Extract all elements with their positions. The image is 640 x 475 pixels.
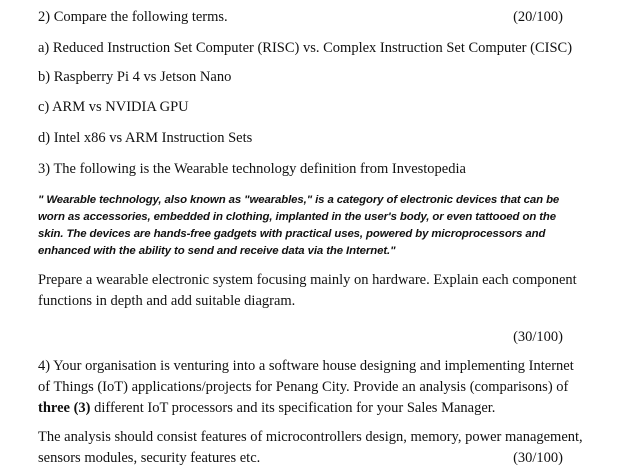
- q2-heading: 2) Compare the following terms.: [38, 9, 228, 25]
- q3-definition-quote: [38, 192, 588, 260]
- quote-line: worn as accessories, embedded in clothing, implanted in the user's body, or even tattooed on the: [38, 211, 557, 223]
- q2-item-a: a) Reduced Instruction Set Computer (RISC) vs. Complex Instruction Set Computer (CISC): [38, 40, 573, 56]
- q2-item-c: c) ARM vs NVIDIA GPU: [38, 99, 189, 115]
- q2-item-d: d) Intel x86 vs ARM Instruction Sets: [38, 130, 253, 146]
- quote-line: skin. The devices are hands-free gadgets with practical uses, powered by microprocessors and: [38, 228, 546, 240]
- q4-prompt-line: of Things (IoT) applications/projects for Penang City. Provide an analysis (comparisons) of: [38, 379, 569, 395]
- q3-task-line: functions in depth and add suitable diagram.: [38, 293, 296, 309]
- q3-task: [38, 270, 588, 312]
- q2-item-b: b) Raspberry Pi 4 vs Jetson Nano: [38, 69, 232, 85]
- quote-line: enhanced with the ability to send and receive data via the Internet.": [38, 245, 396, 257]
- q3-marks: (30/100): [513, 329, 563, 345]
- q4-prompt-line: [38, 398, 588, 419]
- q2-marks: (20/100): [513, 9, 563, 25]
- q4-analysis: [38, 427, 588, 469]
- quote-line: " Wearable technology, also known as "wearables," is a category of electronic devices that can be: [38, 194, 560, 206]
- q3-heading: 3) The following is the Wearable technology definition from Investopedia: [38, 161, 466, 177]
- q4-prompt-line: 4) Your organisation is venturing into a software house designing and implementing Internet: [38, 358, 574, 374]
- q4-prompt: [38, 356, 588, 419]
- q4-emphasis: three (3): [38, 400, 91, 416]
- q4-prompt-rest: different IoT processors and its specification for your Sales Manager.: [90, 400, 496, 416]
- q3-task-line: Prepare a wearable electronic system focusing mainly on hardware. Explain each component: [38, 272, 577, 288]
- q4-analysis-line: The analysis should consist features of microcontrollers design, memory, power management,: [38, 429, 583, 445]
- q4-analysis-line: sensors modules, security features etc.: [38, 450, 261, 466]
- q4-marks: (30/100): [513, 450, 563, 466]
